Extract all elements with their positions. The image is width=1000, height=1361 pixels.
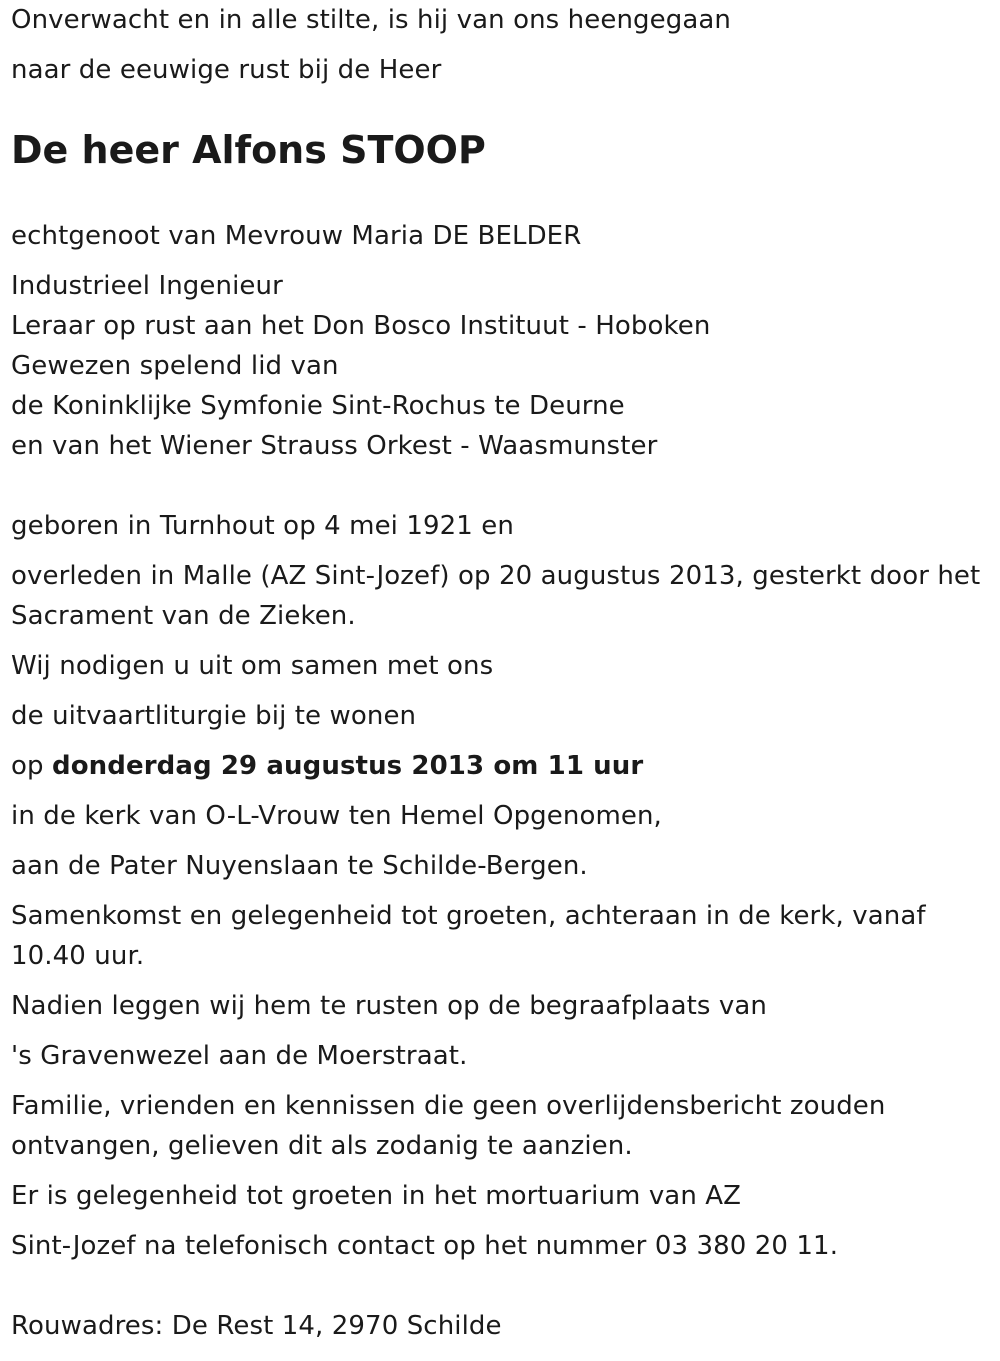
intro-line-1: Onverwacht en in alle stilte, is hij van ons heengegaan (11, 5, 731, 35)
career-line-2: Leraar op rust aan het Don Bosco Instituut - Hoboken (11, 311, 711, 341)
intro-line-2: naar de eeuwige rust bij de Heer (11, 55, 442, 85)
born-line: geboren in Turnhout op 4 mei 1921 en (11, 511, 514, 541)
career-line-3: Gewezen spelend lid van (11, 351, 339, 381)
service-date-prefix: op (11, 751, 52, 781)
mortuary-line-1: Er is gelegenheid tot groeten in het mortuarium van AZ (11, 1181, 742, 1211)
spouse-line: echtgenoot van Mevrouw Maria DE BELDER (11, 221, 582, 251)
career-block (11, 266, 1000, 466)
invitation-line-2: de uitvaartliturgie bij te wonen (11, 701, 417, 731)
church-address-line: aan de Pater Nuyenslaan te Schilde-Bergen. (11, 851, 588, 881)
mourning-address: Rouwadres: De Rest 14, 2970 Schilde (11, 1311, 502, 1341)
church-line: in de kerk van O-L-Vrouw ten Hemel Opgenomen, (11, 801, 662, 831)
career-line-1: Industrieel Ingenieur (11, 271, 283, 301)
mortuary-line-2: Sint-Jozef na telefonisch contact op het nummer 03 380 20 11. (11, 1231, 839, 1261)
burial-line-1: Nadien leggen wij hem te rusten op de begraafplaats van (11, 991, 768, 1021)
gathering-line: Samenkomst en gelegenheid tot groeten, achteraan in de kerk, vanaf 10.40 uur. (11, 901, 926, 971)
burial-line-2: 's Gravenwezel aan de Moerstraat. (11, 1041, 468, 1071)
career-line-5: en van het Wiener Strauss Orkest - Waasmunster (11, 431, 658, 461)
service-date-line (11, 746, 1000, 786)
notice-line: Familie, vrienden en kennissen die geen overlijdensbericht zouden ontvangen, gelieven dit als zodanig te aanzien. (11, 1091, 886, 1161)
service-date: donderdag 29 augustus 2013 om 11 uur (51, 751, 644, 781)
died-line: overleden in Malle (AZ Sint-Jozef) op 20 augustus 2013, gesterkt door het Sacrament van de Zieken. (11, 561, 981, 631)
career-line-4: de Koninklijke Symfonie Sint-Rochus te Deurne (11, 391, 625, 421)
deceased-name: De heer Alfons STOOP (11, 128, 486, 172)
invitation-line-1: Wij nodigen u uit om samen met ons (11, 651, 494, 681)
